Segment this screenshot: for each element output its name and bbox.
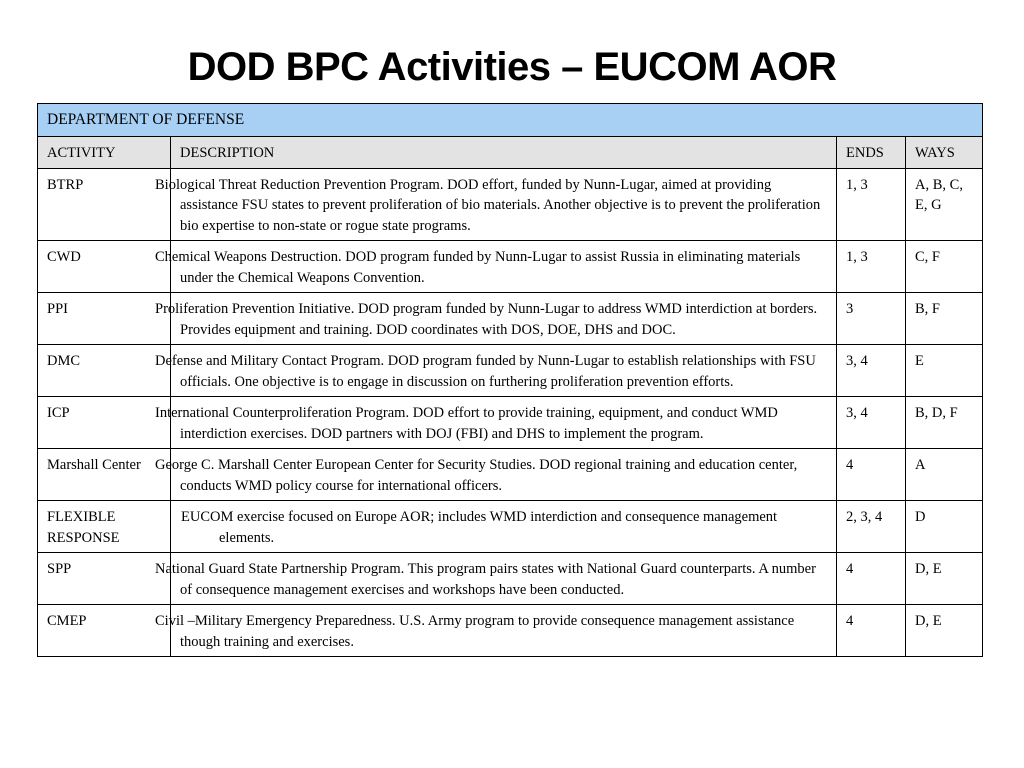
ways-cell: A xyxy=(906,449,983,501)
slide-title: DOD BPC Activities – EUCOM AOR xyxy=(187,45,837,89)
column-header-row xyxy=(38,137,983,169)
activity-cell: Marshall Center xyxy=(38,449,171,501)
ways-cell: B, F xyxy=(906,293,983,345)
header-activity: ACTIVITY xyxy=(38,137,171,169)
table-row xyxy=(38,501,983,553)
description-cell: International Counterproliferation Program. DOD effort to provide training, equipment, and conduct WMD interdiction exercises. DOD partners with DOJ (FBI) and DHS to implement the program. xyxy=(171,397,837,449)
table-row xyxy=(38,605,983,657)
table-row xyxy=(38,449,983,501)
table-row xyxy=(38,397,983,449)
activity-cell: SPP xyxy=(38,553,171,605)
ways-cell: B, D, F xyxy=(906,397,983,449)
table-row xyxy=(38,168,983,241)
description-cell: National Guard State Partnership Program. This program pairs states with National Guard counterparts. A number of consequence management exercises and workshops have been conducted. xyxy=(171,553,837,605)
ways-cell: D, E xyxy=(906,605,983,657)
table-row xyxy=(38,345,983,397)
activity-cell: CMEP xyxy=(38,605,171,657)
table-row xyxy=(38,241,983,293)
activity-cell: FLEXIBLE RESPONSE xyxy=(38,501,171,553)
header-ends: ENDS xyxy=(837,137,906,169)
ends-cell: 3 xyxy=(837,293,906,345)
description-cell: Defense and Military Contact Program. DOD program funded by Nunn-Lugar to establish relationships with FSU officials. One objective is to engage in discussion on furthering proliferation prevention efforts. xyxy=(171,345,837,397)
description-cell: Civil –Military Emergency Preparedness. U.S. Army program to provide consequence management assistance though training and exercises. xyxy=(171,605,837,657)
activity-cell: BTRP xyxy=(38,168,171,241)
description-cell: Proliferation Prevention Initiative. DOD program funded by Nunn-Lugar to address WMD interdiction at borders. Provides equipment and training. DOD coordinates with DOS, DOE, DHS and DOC. xyxy=(171,293,837,345)
table-row xyxy=(38,293,983,345)
ways-cell: E xyxy=(906,345,983,397)
table-row xyxy=(38,553,983,605)
activities-table xyxy=(37,103,983,657)
activity-cell: CWD xyxy=(38,241,171,293)
ends-cell: 3, 4 xyxy=(837,397,906,449)
description-cell: Biological Threat Reduction Prevention Program. DOD effort, funded by Nunn-Lugar, aimed at providing assistance FSU states to prevent proliferation of bio materials. Another objective is to prevent the proliferation bio expertise to non-state or rogue state programs. xyxy=(171,168,837,241)
ends-cell: 1, 3 xyxy=(837,168,906,241)
ends-cell: 4 xyxy=(837,449,906,501)
ways-cell: D xyxy=(906,501,983,553)
section-title: DEPARTMENT OF DEFENSE xyxy=(38,104,983,137)
ends-cell: 2, 3, 4 xyxy=(837,501,906,553)
description-cell: George C. Marshall Center European Center for Security Studies. DOD regional training and education center, conducts WMD policy course for international officers. xyxy=(171,449,837,501)
header-description: DESCRIPTION xyxy=(171,137,837,169)
description-cell: Chemical Weapons Destruction. DOD program funded by Nunn-Lugar to assist Russia in eliminating materials under the Chemical Weapons Convention. xyxy=(171,241,837,293)
description-cell: EUCOM exercise focused on Europe AOR; includes WMD interdiction and consequence management elements. xyxy=(171,501,837,553)
section-header-row xyxy=(38,104,983,137)
ends-cell: 3, 4 xyxy=(837,345,906,397)
ways-cell: A, B, C, E, G xyxy=(906,168,983,241)
ways-cell: D, E xyxy=(906,553,983,605)
activity-cell: DMC xyxy=(38,345,171,397)
ends-cell: 4 xyxy=(837,605,906,657)
ends-cell: 1, 3 xyxy=(837,241,906,293)
ends-cell: 4 xyxy=(837,553,906,605)
activity-cell: PPI xyxy=(38,293,171,345)
activity-cell: ICP xyxy=(38,397,171,449)
ways-cell: C, F xyxy=(906,241,983,293)
header-ways: WAYS xyxy=(906,137,983,169)
